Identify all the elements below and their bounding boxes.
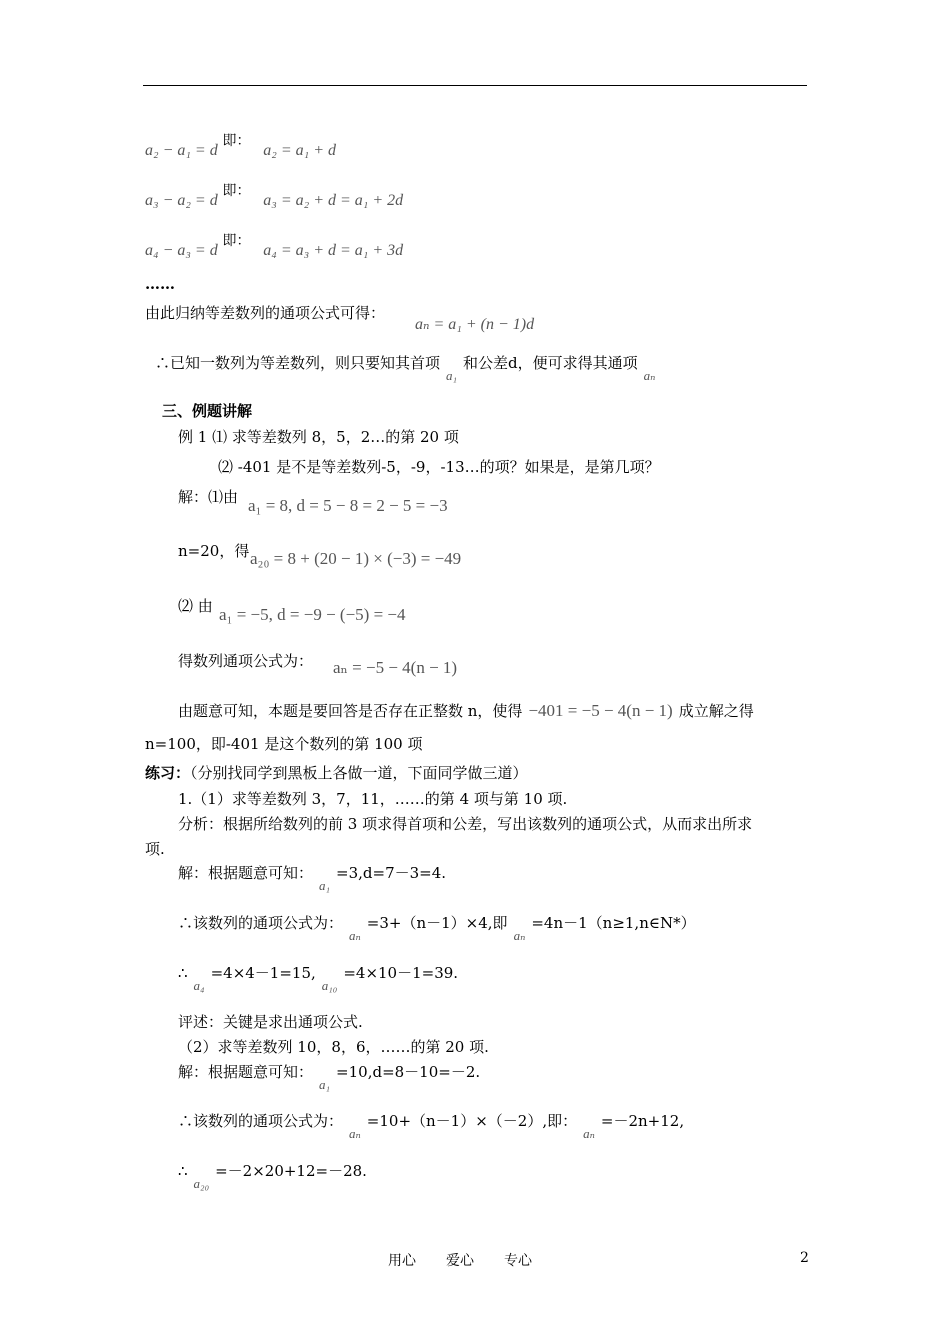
practice-1-comment: 评述：关键是求出通项公式. <box>178 1013 363 1031</box>
example-1-q2: ⑵ -401 是不是等差数列-5，-9，-13…的项？如果是，是第几项？ <box>218 458 660 476</box>
solution-1b-expr: a₂₀ = 8 + (20 − 1) × (−3) = −49 <box>250 549 462 568</box>
solution-1-label: 解：⑴由 <box>178 488 239 506</box>
solution-2c: 由题意可知，本题是要回答是否存在正整数 n，使得 −401 = −5 − 4(n − 1) 成立解之得 <box>178 701 754 720</box>
practice-1-analysis-2: 项. <box>145 840 165 858</box>
eq-a4: a₄ = a₃ + d = a₁ + 3d <box>263 242 404 259</box>
formula-conclusion: ∴已知一数列为等差数列，则只要知其首项a₁和公差d，便可求得其通项aₙ <box>155 354 656 383</box>
practice-1-general: ∴该数列的通项公式为：aₙ=3+（n－1）×4,即aₙ=4n－1（n≥1,n∈N*） <box>178 914 696 943</box>
solution-2b-label: 得数列通项公式为： <box>178 652 314 670</box>
label-namely: 即： <box>222 183 251 199</box>
practice-2: （2）求等差数列 10，8，6，……的第 20 项. <box>178 1038 489 1056</box>
practice-1-analysis-1: 分析：根据所给数列的前 3 项求得首项和公差，写出该数列的通项公式，从而求出所求 <box>178 815 753 833</box>
solution-2-label: ⑵ 由 <box>178 597 213 615</box>
solution-2b-expr: aₙ = −5 − 4(n − 1) <box>333 658 458 677</box>
solution-2d: n=100，即-401 是这个数列的第 100 项 <box>145 735 423 753</box>
eq-a4-minus-a3: a₄ − a₃ = d <box>145 242 218 259</box>
practice-1: 1.（1）求等差数列 3，7，11，……的第 4 项与第 10 项. <box>178 790 568 808</box>
example-1-q1: 例 1 ⑴ 求等差数列 8，5，2…的第 20 项 <box>178 428 459 446</box>
derivation-line-2 <box>145 183 404 210</box>
eq-a3-minus-a2: a₃ − a₂ = d <box>145 192 218 209</box>
derivation-line-3 <box>145 233 404 260</box>
section-heading: 三、例题讲解 <box>162 402 253 420</box>
formula-intro: 由此归纳等差数列的通项公式可得： <box>145 304 386 322</box>
eq-a2: a₂ = a₁ + d <box>263 142 336 159</box>
symbol-a1: a₁ <box>446 368 458 383</box>
solution-1-expr: a₁ = 8, d = 5 − 8 = 2 − 5 = −3 <box>248 496 448 515</box>
solution-2c-expr: −401 = −5 − 4(n − 1) <box>528 701 673 720</box>
eq-a3: a₃ = a₂ + d = a₁ + 2d <box>263 192 404 209</box>
practice-heading: 练习：（分别找同学到黑板上各做一道，下面同学做三道） <box>145 764 528 782</box>
practice-2-general: ∴该数列的通项公式为：aₙ=10+（n－1）×（－2）,即：aₙ=－2n+12, <box>178 1112 685 1141</box>
label-namely: 即： <box>222 233 251 249</box>
page-number: 2 <box>800 1250 809 1266</box>
footer-motto: 用心 爱心 专心 <box>388 1253 532 1269</box>
label-namely: 即： <box>222 133 251 149</box>
solution-1b-label: n=20，得 <box>178 542 250 560</box>
eq-a2-minus-a1: a₂ − a₁ = d <box>145 142 218 159</box>
practice-1-result: ∴a₄=4×4－1=15,a₁₀=4×10－1=39. <box>178 964 459 993</box>
symbol-an: aₙ <box>643 368 656 383</box>
general-formula: aₙ = a₁ + (n − 1)d <box>415 316 535 333</box>
header-rule <box>143 85 807 86</box>
derivation-ellipsis: …… <box>145 275 175 293</box>
practice-2-solution: 解：根据题意可知：a₁=10,d=8－10=－2. <box>178 1063 481 1092</box>
practice-1-solution: 解：根据题意可知：a₁=3,d=7－3=4. <box>178 864 447 893</box>
practice-2-result: ∴a₂₀=－2×20+12=－28. <box>178 1162 367 1191</box>
solution-2-expr: a₁ = −5, d = −9 − (−5) = −4 <box>219 605 406 624</box>
derivation-line-1 <box>145 133 336 160</box>
